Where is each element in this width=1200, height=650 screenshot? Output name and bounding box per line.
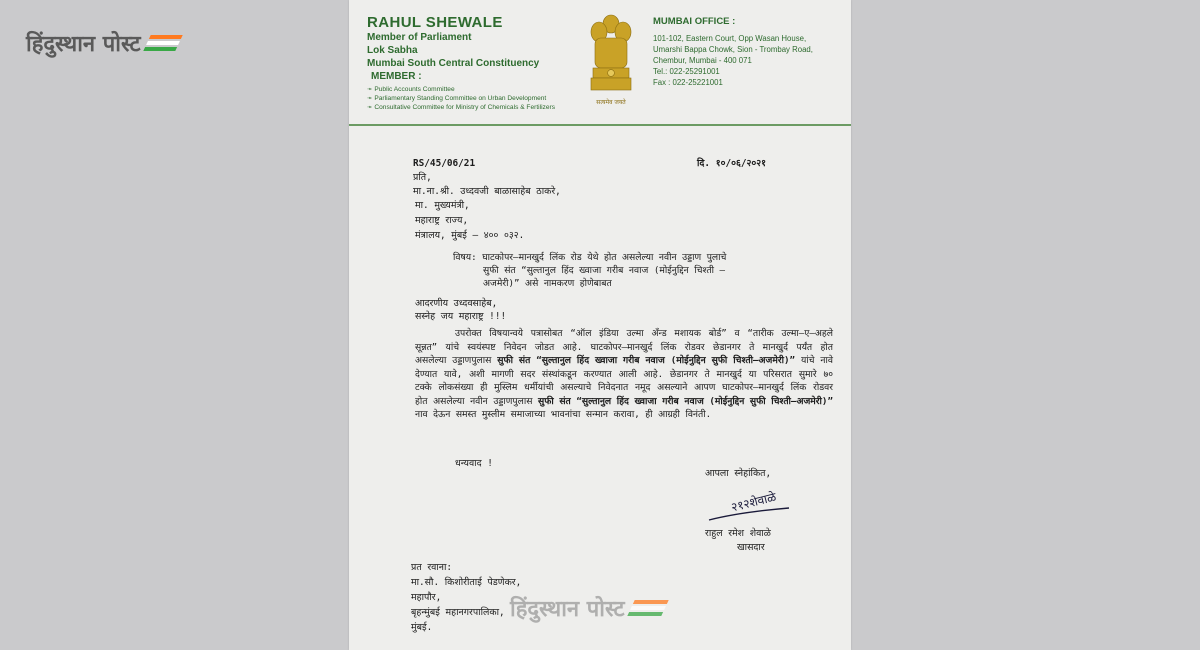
address-line: Tel.: 022-25291001 <box>653 67 720 76</box>
letter-date: दि. १०/०६/२०२१ <box>697 158 766 169</box>
letterhead-left <box>367 14 607 112</box>
cc-line: मा.सौ. किशोरीताई पेडणेकर, <box>411 577 522 588</box>
flag-green-stripe <box>143 47 177 51</box>
signatory-name: राहुल रमेश शेवाळे <box>705 528 771 539</box>
thanks-text: धन्यवाद ! <box>455 458 493 469</box>
signature-text: २१२शेवाळे <box>729 489 778 515</box>
letterhead-office <box>653 16 849 88</box>
greeting: सस्नेह जय महाराष्ट्र !!! <box>415 311 507 322</box>
address-line: Umarshi Bappa Chowk, Sion - Trombay Road, <box>653 45 813 54</box>
committee-list <box>367 85 607 112</box>
signature <box>701 486 791 524</box>
cc-line: मुंबई. <box>411 622 433 633</box>
committee-item: ➛ Public Accounts Committee <box>367 86 455 93</box>
address-line: Fax : 022-25221001 <box>653 78 723 87</box>
letterhead-line: Lok Sabha <box>367 45 418 56</box>
tricolor-flag-icon <box>626 599 668 617</box>
site-logo[interactable] <box>26 28 179 58</box>
office-address <box>653 33 849 88</box>
to-label: प्रति, <box>413 172 432 183</box>
committee-item: ➛ Consultative Committee for Ministry of Chemicals & Fertilizers <box>367 104 556 111</box>
site-logo-text: हिंदुस्थान पोस्ट <box>26 31 141 57</box>
subject-line: सुफी संत “सुल्तानुल हिंद ख्वाजा गरीब नवाज (मोईनुद्दिन चिश्ती – <box>483 265 726 276</box>
salutation: आदरणीय उध्दवसाहेब, <box>415 298 498 309</box>
flag-white-stripe <box>146 41 180 45</box>
tricolor-flag-icon <box>142 34 182 52</box>
subject-line: अजमेरी)” असे नामकरण होणेबाबत <box>483 278 612 289</box>
emblem-motto: सत्यमेव जयते <box>596 99 626 106</box>
body-segment: नाव देऊन समस्त मुस्लीम समाजाच्या भावनांचा सन्मान करावा, ही आग्रही विनंती. <box>415 409 712 420</box>
recipient-line: मंत्रालय, मुंबई – ४०० ०३२. <box>415 230 525 241</box>
national-emblem-icon <box>585 12 637 110</box>
subject-line: विषय: घाटकोपर–मानखुर्द लिंक रोड येथे होत असलेल्या नवीन उड्डाण पुलाचे <box>453 252 727 263</box>
committee-item: ➛ Parliamentary Standing Committee on Urban Development <box>367 95 547 102</box>
recipient-line: महाराष्ट्र राज्य, <box>415 215 469 226</box>
reference-number: RS/45/06/21 <box>413 158 476 169</box>
letterhead-name: RAHUL SHEWALE <box>367 14 503 31</box>
letterhead-line: MEMBER : <box>371 71 422 82</box>
office-title: MUMBAI OFFICE : <box>653 16 736 27</box>
letter-body <box>415 327 833 422</box>
flag-green-stripe <box>627 612 663 616</box>
address-line: Chembur, Mumbai - 400 071 <box>653 56 752 65</box>
letter-document <box>349 0 851 650</box>
closing-text: आपला स्नेहांकित, <box>705 468 772 479</box>
body-segment: उपरोक्त विषयान्वये पत्रासोबत “ऑल इंडिया उल्मा अँन्ड मशायक बोर्ड” व “तारीक उल्मा–ए–अहले सून्नत” यांचे स्वयंस्पष्ट निवेदन जोडत आहे. घाटकोपर–मानखुर्द लिंक रोडवर छेडानगर ते मानखुर्द पर्यंत होत असलेल्या उड्डाणपुलास <box>415 328 833 366</box>
watermark-logo-text: हिंदुस्थान पोस्ट <box>510 596 625 622</box>
signatory-title: खासदार <box>737 542 765 553</box>
flag-saffron-stripe <box>633 600 669 604</box>
cc-line: बृहन्मुंबई महानगरपालिका, <box>411 607 505 618</box>
flag-white-stripe <box>630 606 666 610</box>
body-segment: यांचे नावे देण्यात यावे, अशी मागणी सदर संस्थांकडून करण्यात आली आहे. छेडानगर ते मानखुर्द या परिसरात सुमारे ७० टक्के लोकसंख्या ही मुस्लिम धर्मीयांची असल्याचे निवेदनात नमूद असल्याने आपण घाटकोपर–मानखुर्द लिंक रोडवर होत असलेल्या नवीन उड्डाणपुलास <box>415 355 833 407</box>
letterhead-divider <box>349 124 851 126</box>
letterhead-line: Member of Parliament <box>367 32 472 43</box>
recipient-line: मा. मुख्यमंत्री, <box>415 200 470 211</box>
cc-line: महापौर, <box>411 592 442 603</box>
address-line: 101-102, Eastern Court, Opp Wasan House, <box>653 34 807 43</box>
recipient-line: मा.ना.श्री. उध्दवजी बाळासाहेब ठाकरे, <box>413 186 561 197</box>
letterhead-line: Mumbai South Central Constituency <box>367 58 540 69</box>
body-segment-bold: सुफी संत “सुल्तानुल हिंद ख्वाजा गरीब नवाज (मोईनुद्दिन सुफी चिश्ती–अजमेरी)” <box>497 355 796 366</box>
letter-subject <box>453 251 815 290</box>
watermark-logo <box>510 593 665 623</box>
flag-saffron-stripe <box>149 35 183 39</box>
cc-label: प्रत रवाना: <box>411 562 453 573</box>
body-segment-bold: सुफी संत “सुल्तानुल हिंद ख्वाजा गरीब नवाज (मोईनुद्दिन सुफी चिश्ती–अजमेरी)” <box>538 395 833 407</box>
